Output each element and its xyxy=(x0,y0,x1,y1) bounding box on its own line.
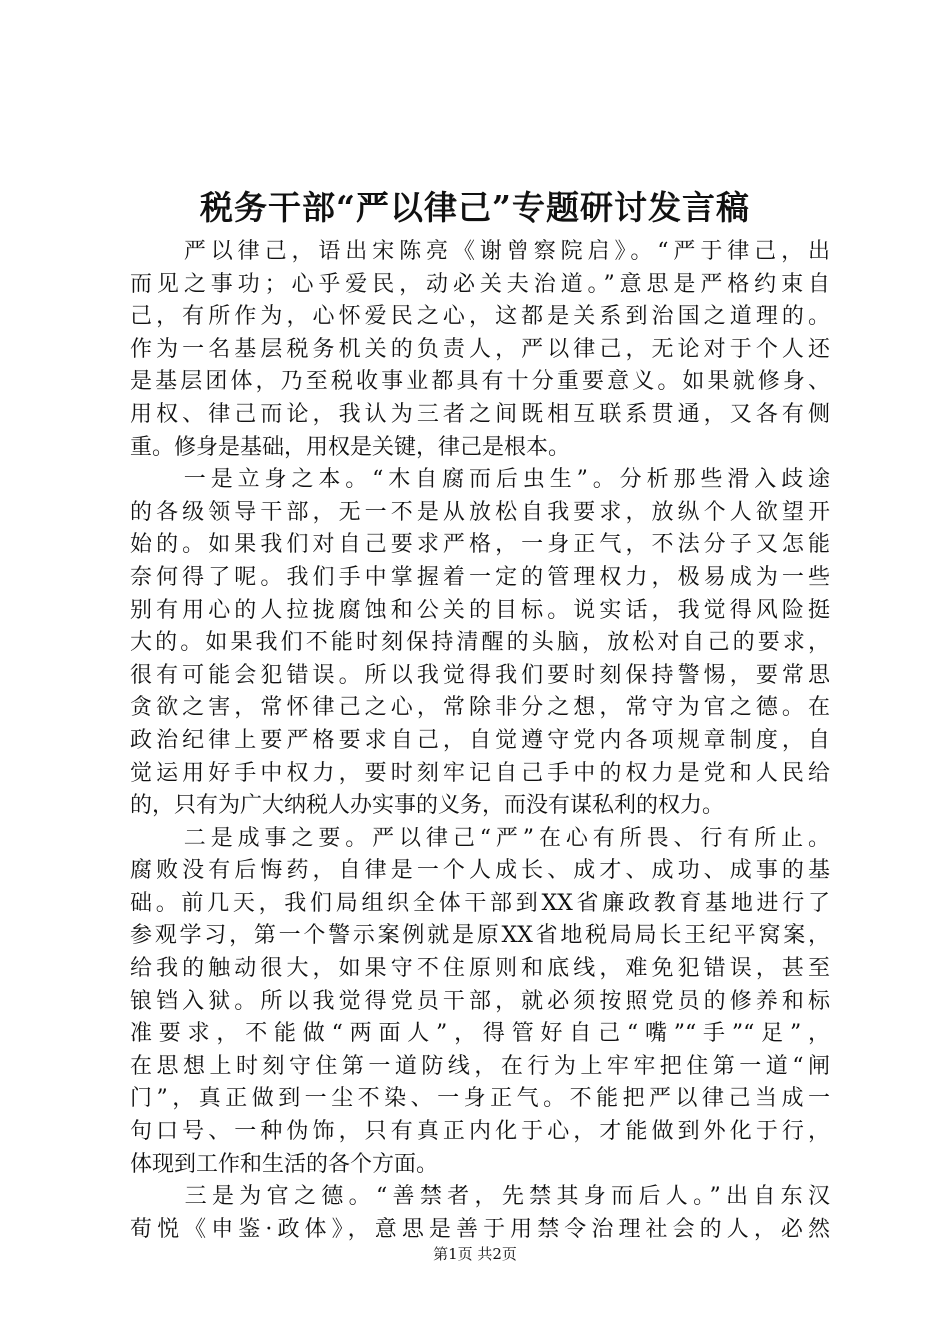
text-line: 的各级领导干部，无一不是从放松自我要求，放纵个人欲望开 xyxy=(130,499,830,525)
text-line: 础。前几天，我们局组织全体干部到XX省廉政教育基地进行了 xyxy=(130,890,830,916)
text-line: 很有可能会犯错误。所以我觉得我们要时刻保持警惕，要常思 xyxy=(130,662,830,688)
text-line: 政治纪律上要严格要求自己，自觉遵守党内各项规章制度，自 xyxy=(130,727,830,753)
text-line: 的，只有为广大纳税人办实事的义务，而没有谋私利的权力。 xyxy=(130,793,725,819)
text-line: 参观学习，第一个警示案例就是原XX省地税局局长王纪平窝案， xyxy=(130,923,830,949)
page-footer: 第1页 共2页 xyxy=(433,1245,517,1263)
document-title: 税务干部“严以律己”专题研讨发言稿 xyxy=(200,188,750,227)
text-line: 严以律己，语出宋陈亮《谢曾察院启》。“严于律己，出 xyxy=(130,239,830,264)
text-line: 大的。如果我们不能时刻保持清醒的头脑，放松对自己的要求， xyxy=(130,630,830,656)
text-line: 一是立身之本。“木自腐而后虫生”。分析那些滑入歧途 xyxy=(130,467,830,493)
text-line: 锒铛入狱。所以我觉得党员干部，就必须按照党员的修养和标 xyxy=(130,988,830,1014)
text-line: 是基层团体，乃至税收事业都具有十分重要意义。如果就修身、 xyxy=(130,369,830,395)
text-line: 门”，真正做到一尘不染、一身正气。不能把严以律己当成一 xyxy=(130,1086,830,1112)
text-line: 准要求，不能做“两面人”，得管好自己“嘴”“手”“足”， xyxy=(130,1021,830,1047)
text-line: 在思想上时刻守住第一道防线，在行为上牢牢把住第一道“闸 xyxy=(130,1053,830,1079)
text-line: 句口号、一种伪饰，只有真正内化于心，才能做到外化于行， xyxy=(130,1119,830,1145)
text-line: 腐败没有后悔药，自律是一个人成长、成才、成功、成事的基 xyxy=(130,858,830,884)
text-line: 荀悦《申鉴·政体》，意思是善于用禁令治理社会的人，必然 xyxy=(130,1216,830,1242)
text-line: 己，有所作为，心怀爱民之心，这都是关系到治国之道理的。 xyxy=(130,304,830,330)
text-line: 觉运用好手中权力，要时刻牢记自己手中的权力是党和人民给 xyxy=(130,760,830,786)
text-line: 三是为官之德。“善禁者，先禁其身而后人。”出自东汉 xyxy=(130,1184,830,1210)
text-line: 贪欲之害，常怀律己之心，常除非分之想，常守为官之德。在 xyxy=(130,695,830,721)
text-line: 奈何得了呢。我们手中掌握着一定的管理权力，极易成为一些 xyxy=(130,564,830,590)
text-line: 给我的触动很大，如果守不住原则和底线，难免犯错误，甚至 xyxy=(130,956,830,982)
text-line: 而见之事功；心乎爱民，动必关夫治道。”意思是严格约束自 xyxy=(130,271,830,297)
text-line: 重。修身是基础，用权是关键，律己是根本。 xyxy=(130,434,571,460)
text-line: 始的。如果我们对自己要求严格，一身正气，不法分子又怎能 xyxy=(130,532,830,558)
document-body xyxy=(130,236,830,1246)
text-line: 体现到工作和生活的各个方面。 xyxy=(130,1151,439,1177)
text-line: 别有用心的人拉拢腐蚀和公关的目标。说实话，我觉得风险挺 xyxy=(130,597,830,623)
text-line: 二是成事之要。严以律己“严”在心有所畏、行有所止。 xyxy=(130,825,830,851)
text-line: 用权、律己而论，我认为三者之间既相互联系贯通，又各有侧 xyxy=(130,401,830,427)
text-line: 作为一名基层税务机关的负责人，严以律己，无论对于个人还 xyxy=(130,336,830,362)
